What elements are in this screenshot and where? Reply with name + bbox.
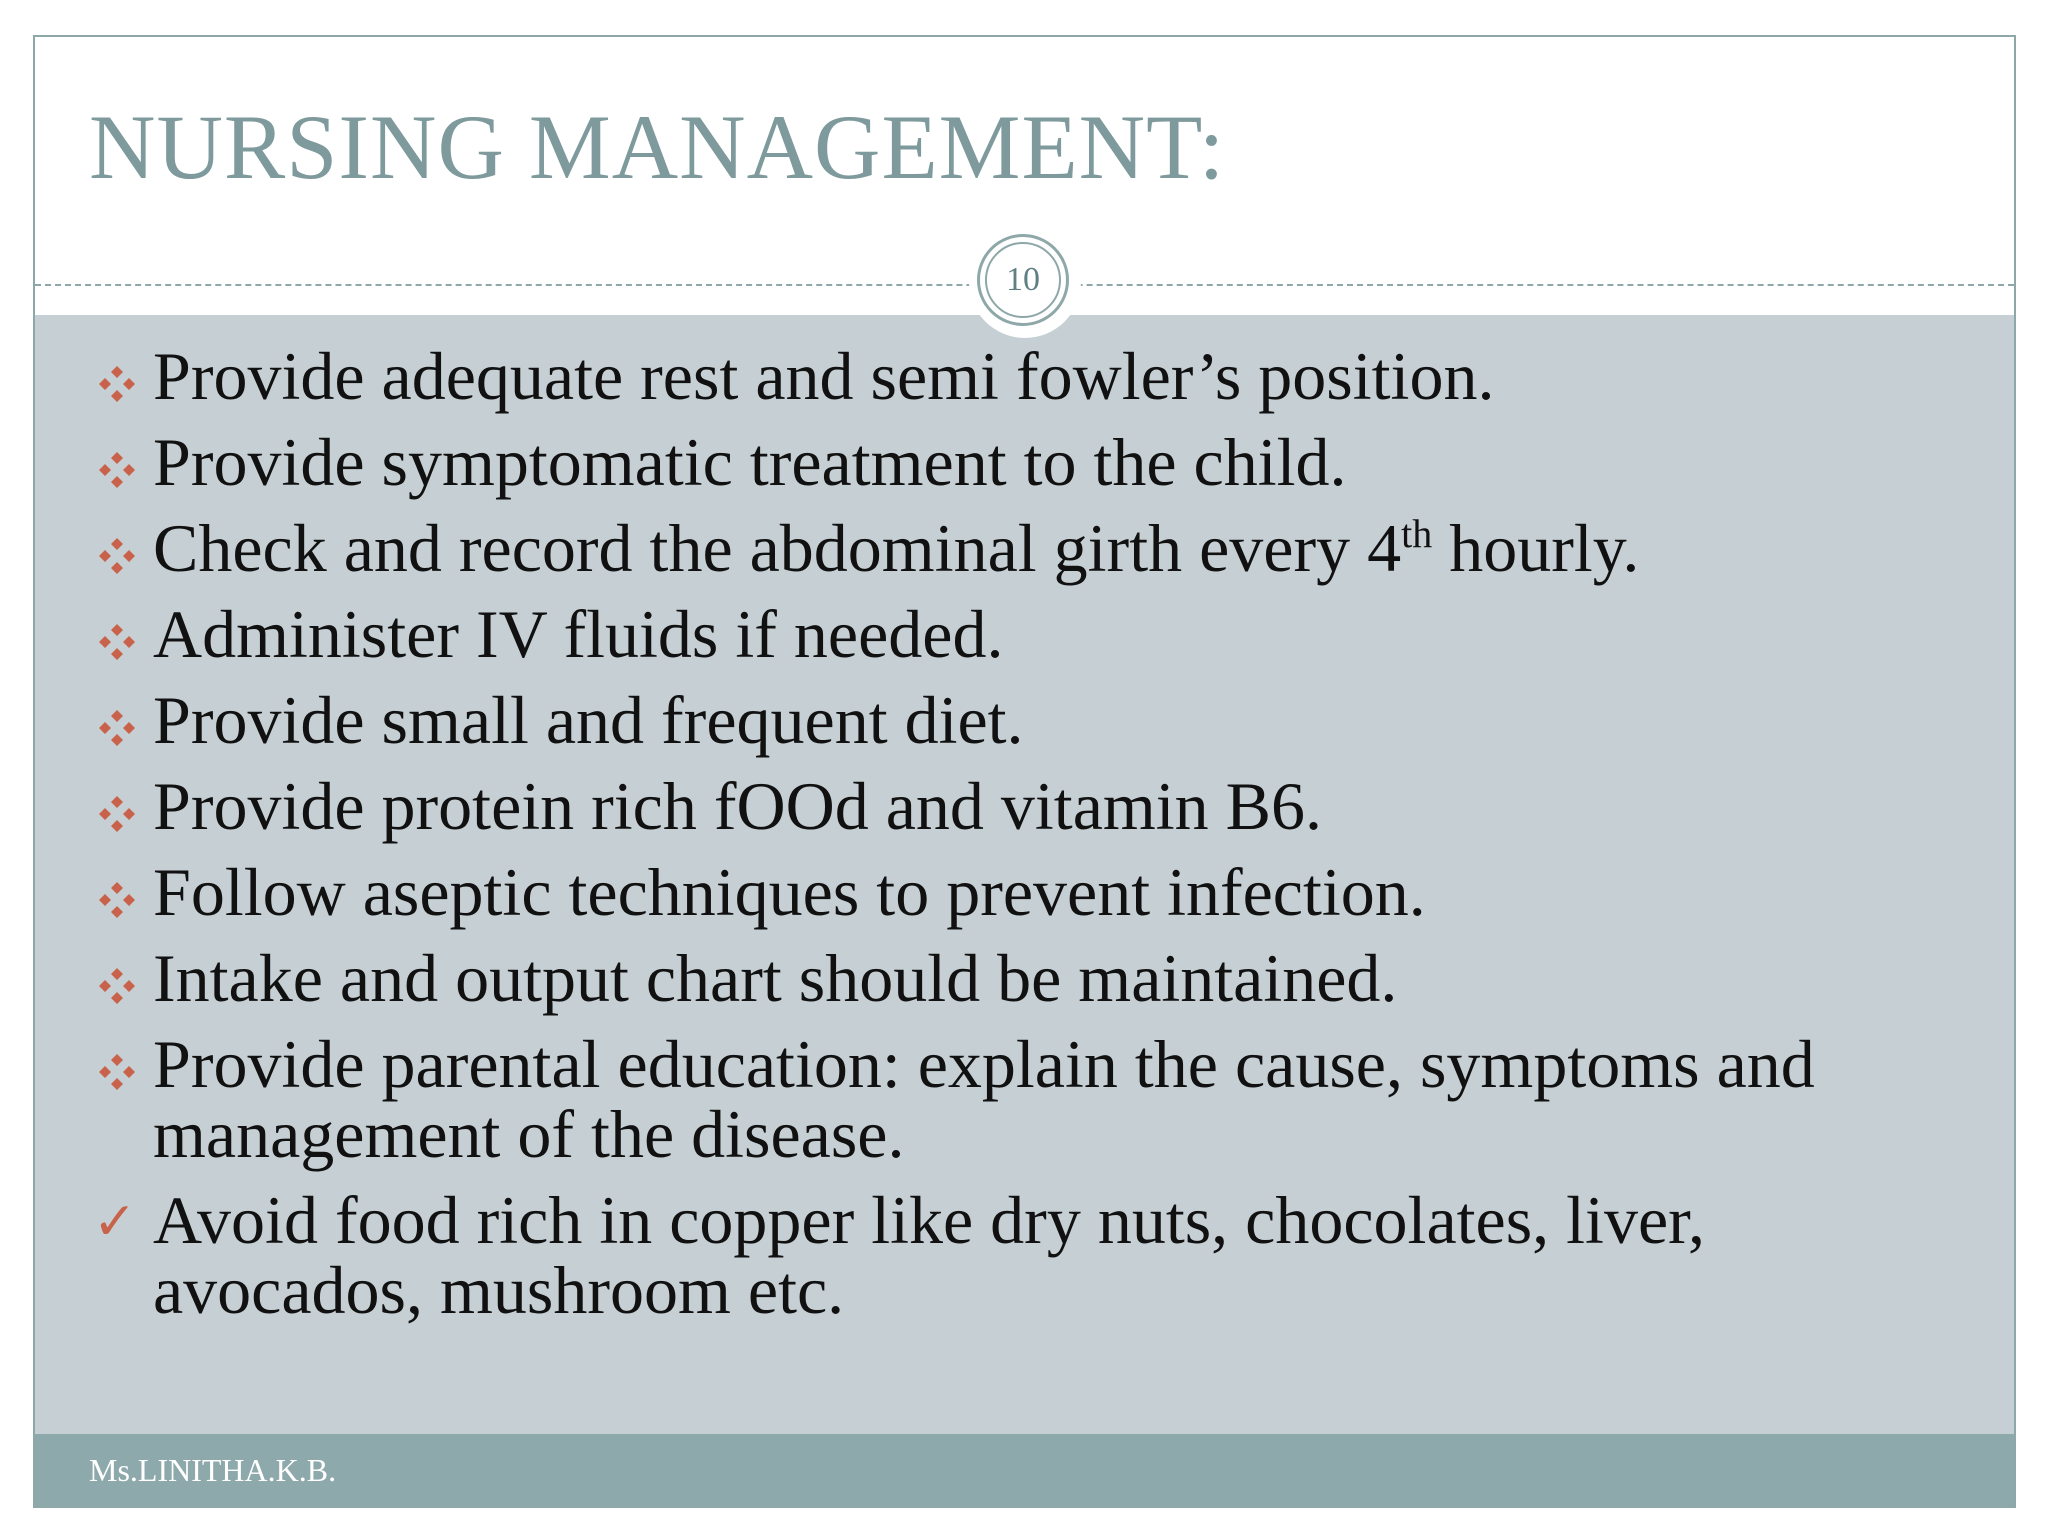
diamond-cluster-icon [97,364,137,404]
checkmark-icon: ✓ [93,1192,137,1252]
diamond-cluster-icon [97,1052,137,1092]
diamond-cluster-icon [97,622,137,662]
bullet-text: Provide protein rich fOOd and vitamin B6. [153,768,1323,844]
bullet-text-end: hourly. [1432,510,1640,586]
ordinal-suffix: th [1401,511,1433,556]
slide [33,35,2016,1508]
bullet-text: Provide symptomatic treatment to the child. [153,424,1347,500]
bullet-text: Intake and output chart should be maintained. [153,940,1398,1016]
diamond-cluster-icon [97,536,137,576]
diamond-cluster-icon [97,966,137,1006]
bullet-text: Provide parental education: explain the cause, symptoms and management of the disease. [153,1026,1815,1172]
list-item [91,940,1991,1016]
list-item [91,596,1991,672]
diamond-cluster-icon [97,880,137,920]
footer-bar [35,1434,2014,1506]
list-item [91,768,1991,844]
bullet-text: Avoid food rich in copper like dry nuts, chocolates, liver, avocados, mushroom etc. [153,1182,1706,1328]
diamond-cluster-icon [97,708,137,748]
list-item [91,424,1991,500]
list-item [91,854,1991,930]
page-number-badge [977,234,1069,326]
page-number: 10 [985,242,1061,318]
author-name: Ms.LINITHA.K.B. [89,1452,337,1488]
bullet-text: Follow aseptic techniques to prevent infection. [153,854,1426,930]
slide-title: NURSING MANAGEMENT: [89,96,1226,198]
diamond-cluster-icon [97,794,137,834]
list-item [91,1182,1991,1328]
bullet-text-start: Check and record the abdominal girth every 4 [153,510,1402,586]
list-item [91,682,1991,758]
diamond-cluster-icon [97,450,137,490]
bullet-text: Provide small and frequent diet. [153,682,1024,758]
list-item [91,510,1991,586]
bullet-text: Provide adequate rest and semi fowler’s position. [153,338,1495,414]
bullet-text: Administer IV fluids if needed. [153,596,1004,672]
bullet-list [91,338,1991,1341]
list-item [91,338,1991,414]
list-item [91,1026,1991,1172]
